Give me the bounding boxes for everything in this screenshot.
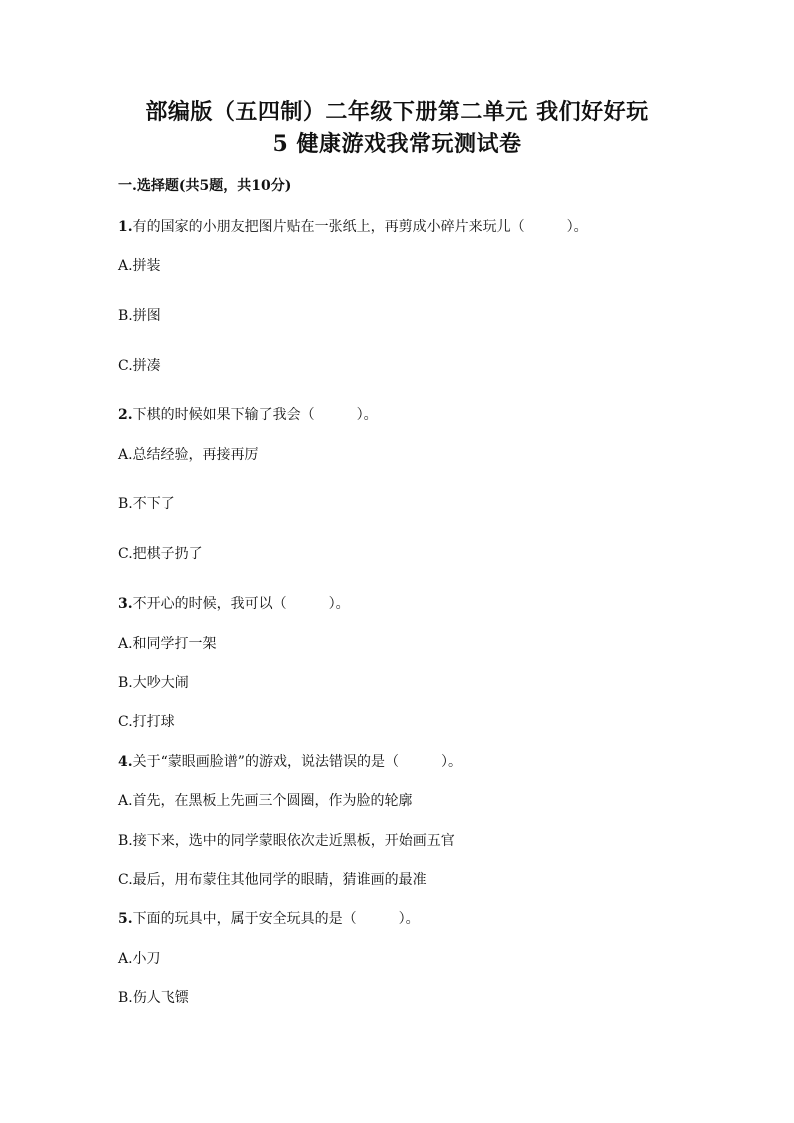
question-1-option-c[interactable]: C.拼凑 (118, 358, 161, 374)
question-2-option-c[interactable]: C.把棋子扔了 (118, 546, 203, 562)
question-5 (118, 909, 420, 929)
question-2-option-a[interactable]: A.总结经验，再接再厉 (118, 447, 259, 463)
page-title-line-2: 5 健康游戏我常玩测试卷 (272, 131, 522, 157)
question-text: 关于“蒙眼画脸谱”的游戏，说法错误的是（ ）。 (132, 754, 462, 770)
question-1-option-a[interactable]: A.拼装 (118, 258, 161, 274)
question-2 (118, 405, 378, 425)
question-number: 1. (118, 219, 133, 235)
question-1-option-b[interactable]: B.拼图 (118, 308, 161, 324)
question-number: 3. (118, 596, 133, 612)
question-text: 有的国家的小朋友把图片贴在一张纸上，再剪成小碎片来玩儿（ ）。 (132, 219, 588, 235)
section-heading: 一.选择题(共5题，共10分) (118, 178, 292, 194)
question-number: 2. (118, 407, 133, 423)
question-3-option-b[interactable]: B.大吵大闹 (118, 675, 189, 691)
question-4 (118, 752, 462, 772)
question-4-option-c[interactable]: C.最后，用布蒙住其他同学的眼睛，猜谁画的最准 (118, 872, 427, 888)
question-2-option-b[interactable]: B.不下了 (118, 496, 175, 512)
question-number: 5. (118, 911, 133, 927)
question-1 (118, 217, 588, 237)
question-text: 不开心的时候，我可以（ ）。 (132, 596, 350, 612)
question-4-option-a[interactable]: A.首先，在黑板上先画三个圆圈，作为脸的轮廓 (118, 793, 413, 809)
question-5-option-a[interactable]: A.小刀 (118, 951, 161, 967)
question-5-option-b[interactable]: B.伤人飞镖 (118, 990, 189, 1006)
question-3 (118, 594, 350, 614)
question-number: 4. (118, 754, 133, 770)
question-text: 下棋的时候如果下输了我会（ ）。 (132, 407, 378, 423)
question-4-option-b[interactable]: B.接下来，选中的同学蒙眼依次走近黑板，开始画五官 (118, 833, 455, 849)
question-text: 下面的玩具中，属于安全玩具的是（ ）。 (132, 911, 420, 927)
question-3-option-a[interactable]: A.和同学打一架 (118, 636, 217, 652)
question-3-option-c[interactable]: C.打打球 (118, 714, 175, 730)
page-title-line-1: 部编版（五四制）二年级下册第二单元 我们好好玩 (145, 99, 649, 125)
